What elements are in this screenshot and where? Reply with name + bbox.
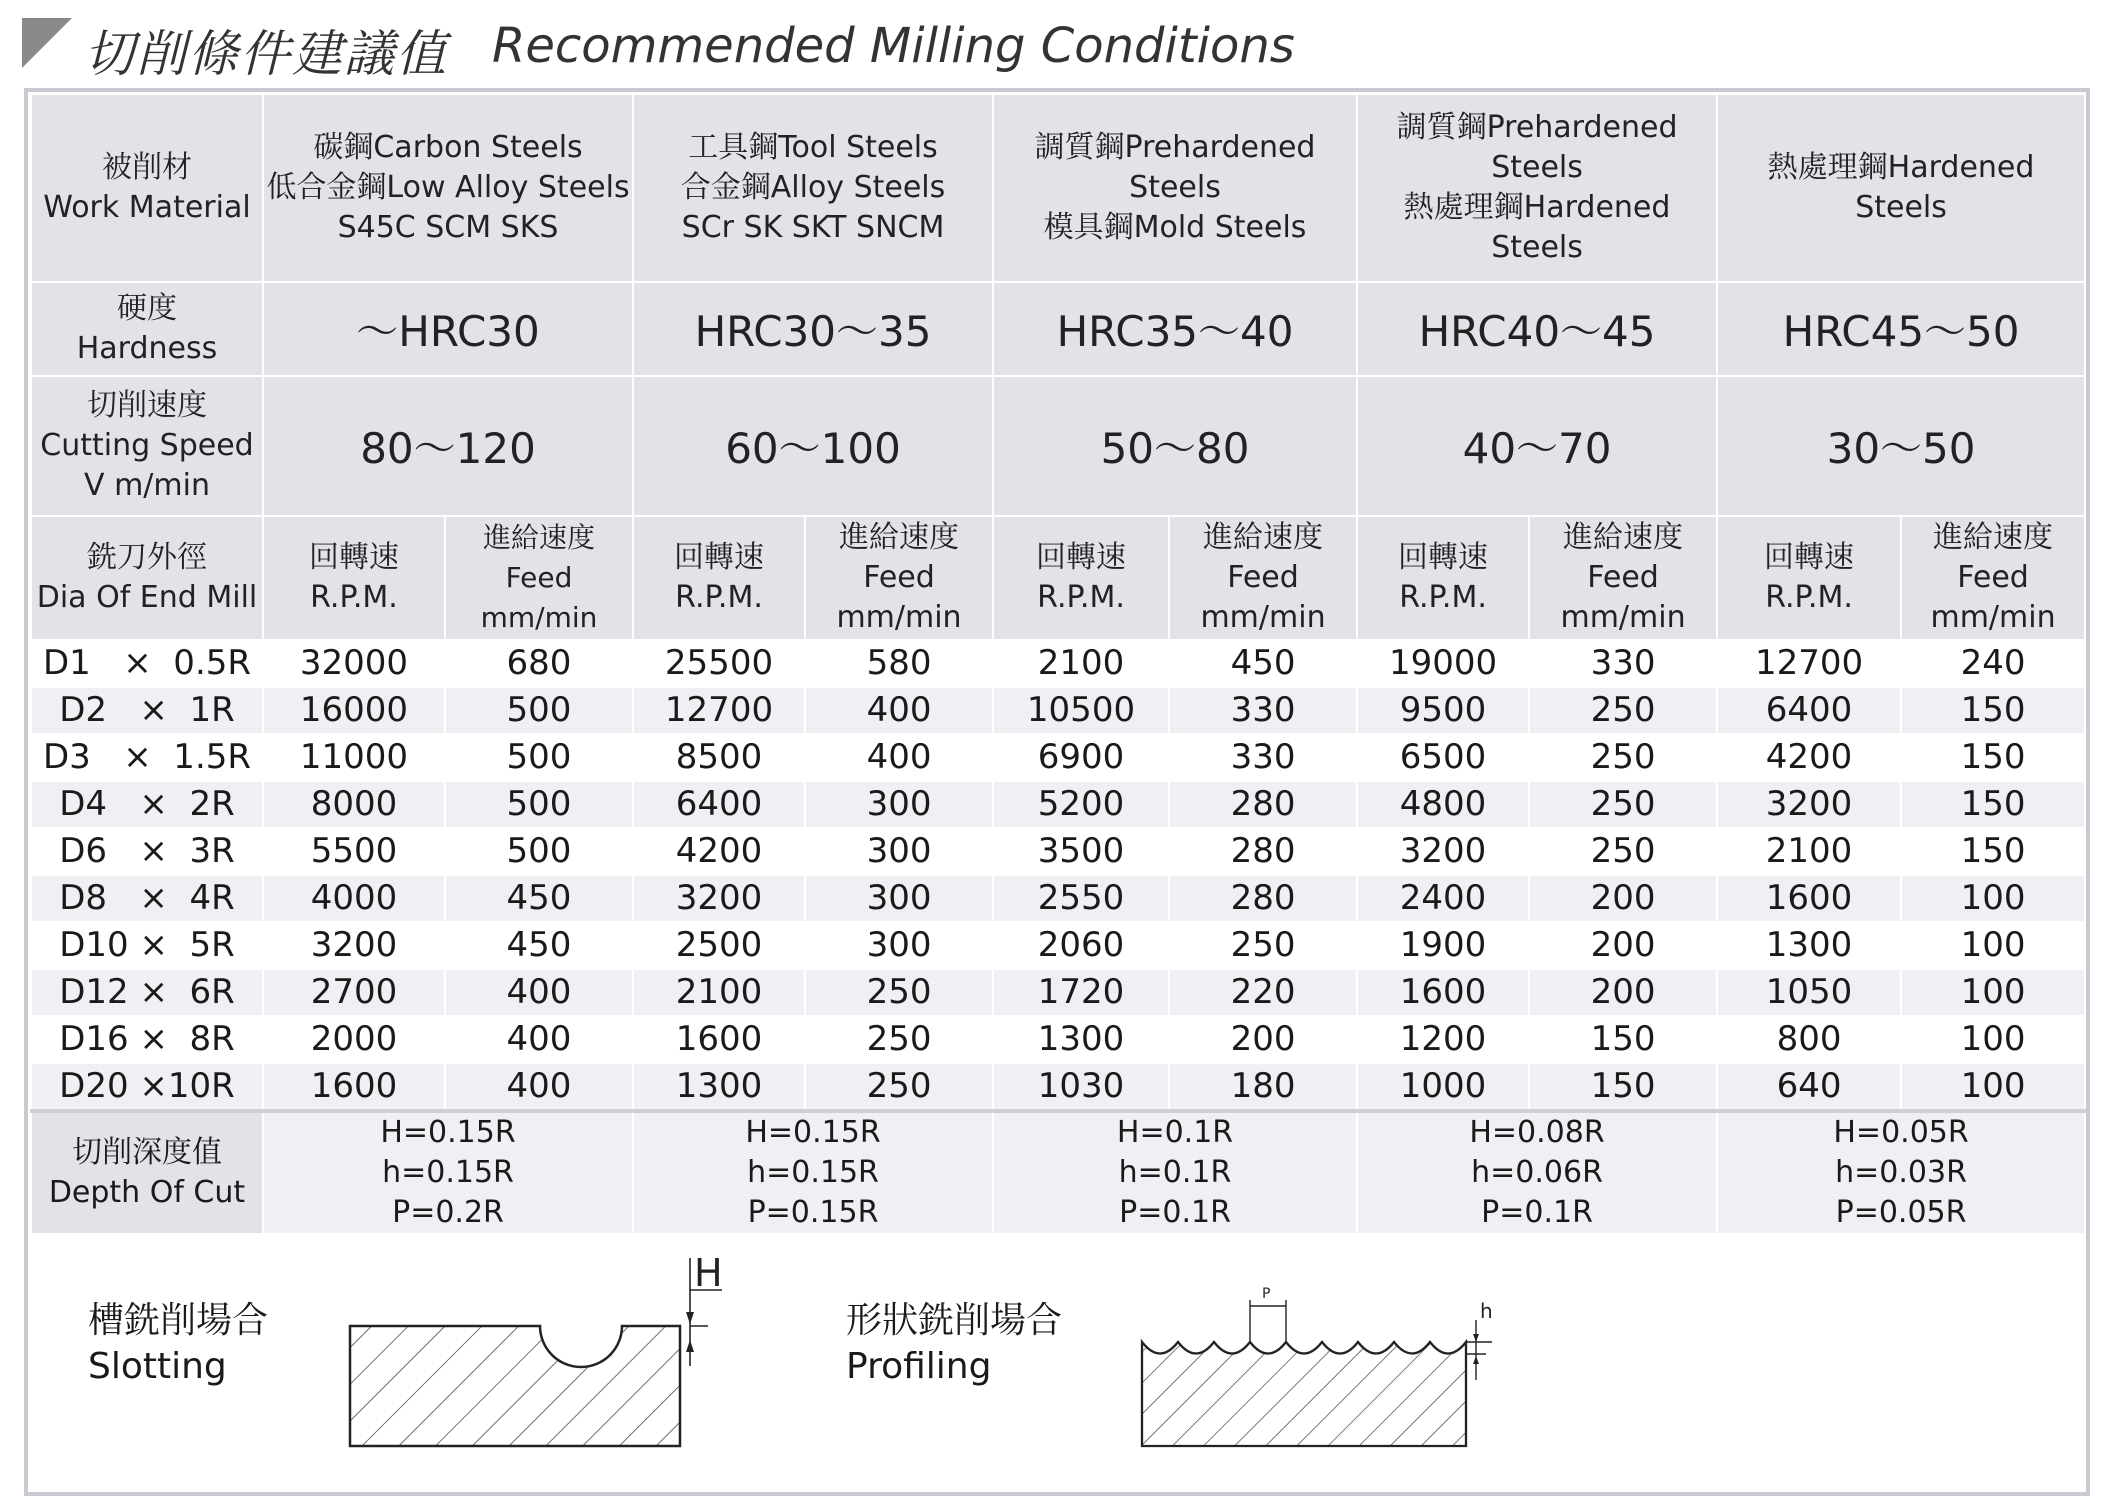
hardness-value: ～HRC30: [263, 282, 633, 376]
rpm-cell: 2100: [1717, 828, 1901, 875]
feed-cell: 150: [1529, 1016, 1717, 1063]
rpm-cell: 1900: [1357, 922, 1529, 969]
depth-label: [31, 1111, 263, 1234]
label-zh: 進給速度: [1933, 520, 2054, 555]
hardness-value: HRC35～40: [993, 282, 1357, 376]
feed-cell: 580: [805, 640, 993, 687]
label-unit: mm/min: [836, 600, 962, 635]
feed-cell: 450: [445, 875, 633, 922]
material-line: SCr SK SKT SNCM: [681, 210, 945, 245]
table-body: [31, 640, 2085, 1111]
label-zh: 回轉速: [309, 540, 399, 575]
feed-cell: 100: [1901, 875, 2085, 922]
label-en: Work Material: [43, 190, 251, 225]
rpm-cell: 6400: [633, 781, 805, 828]
depth-H: H=0.08R: [1469, 1115, 1605, 1150]
depth-value: [633, 1111, 993, 1234]
rpm-cell: 3200: [1357, 828, 1529, 875]
rpm-cell: 9500: [1357, 687, 1529, 734]
feed-cell: 250: [805, 1063, 993, 1111]
feed-header: [1901, 516, 2085, 640]
table-row: [31, 969, 2085, 1016]
cutting-speed-value: 30～50: [1717, 376, 2085, 516]
feed-cell: 330: [1529, 640, 1717, 687]
label-zh: 進給速度: [483, 521, 596, 554]
feed-cell: 300: [805, 781, 993, 828]
label-en: Profiling: [846, 1346, 992, 1387]
dia-cell: D2 × 1R: [31, 687, 263, 734]
label-zh: 回轉速: [1764, 540, 1855, 575]
material-line: 調質鋼Prehardened: [1034, 130, 1316, 165]
work-material-row: [31, 94, 2085, 282]
depth-P: P=0.2R: [392, 1195, 504, 1230]
feed-cell: 280: [1169, 781, 1357, 828]
cutting-speed-row: [31, 376, 2085, 516]
feed-cell: 150: [1901, 687, 2085, 734]
material-line: Steels: [1491, 150, 1583, 185]
feed-cell: 250: [1529, 734, 1717, 781]
feed-cell: 400: [445, 969, 633, 1016]
depth-h: h=0.06R: [1471, 1155, 1603, 1190]
rpm-cell: 3200: [263, 922, 445, 969]
rpm-cell: 2100: [633, 969, 805, 1016]
feed-cell: 500: [445, 828, 633, 875]
rpm-cell: 6400: [1717, 687, 1901, 734]
table-row: [31, 1016, 2085, 1063]
rpm-cell: 1050: [1717, 969, 1901, 1016]
rpm-cell: 12700: [1717, 640, 1901, 687]
table-row: [31, 687, 2085, 734]
rpm-cell: 2400: [1357, 875, 1529, 922]
profiling-h-mark: h: [1480, 1299, 1493, 1323]
depth-value: [1717, 1111, 2085, 1234]
rpm-cell: 8500: [633, 734, 805, 781]
feed-cell: 250: [805, 1016, 993, 1063]
depth-value: [1357, 1111, 1717, 1234]
feed-cell: 250: [1529, 828, 1717, 875]
label-en: R.P.M.: [1037, 580, 1125, 615]
depth-H: H=0.1R: [1116, 1115, 1234, 1150]
feed-cell: 500: [445, 781, 633, 828]
sub-header-row: [31, 516, 2085, 640]
rpm-cell: 10500: [993, 687, 1169, 734]
dia-cell: D3 × 1.5R: [31, 734, 263, 781]
material-line: 模具鋼Mold Steels: [1043, 210, 1307, 245]
cutting-speed-value: 40～70: [1357, 376, 1717, 516]
label-en: Feed: [1227, 560, 1299, 595]
feed-cell: 680: [445, 640, 633, 687]
table-row: [31, 1063, 2085, 1111]
slotting-H-mark: H: [694, 1251, 723, 1295]
rpm-cell: 32000: [263, 640, 445, 687]
feed-cell: 220: [1169, 969, 1357, 1016]
feed-cell: 500: [445, 734, 633, 781]
hardness-value: HRC40～45: [1357, 282, 1717, 376]
label-en: Depth Of Cut: [48, 1175, 246, 1210]
material-line: 熱處理鋼Hardened: [1403, 190, 1671, 225]
label-zh: 進給速度: [1203, 520, 1324, 555]
feed-cell: 250: [805, 969, 993, 1016]
label-zh: 回轉速: [1398, 540, 1489, 575]
cutting-speed-value: 80～120: [263, 376, 633, 516]
rpm-header: [1357, 516, 1529, 640]
label-en: R.P.M.: [1399, 580, 1487, 615]
material-tool-steels: [633, 94, 993, 282]
dia-cell: D12 × 6R: [31, 969, 263, 1016]
feed-cell: 500: [445, 687, 633, 734]
label-zh: 回轉速: [674, 540, 765, 575]
depth-of-cut-row: [31, 1111, 2085, 1234]
feed-cell: 400: [445, 1063, 633, 1111]
depth-P: P=0.15R: [747, 1195, 879, 1230]
label-unit: mm/min: [1930, 600, 2056, 635]
material-line: 合金鋼Alloy Steels: [680, 170, 946, 205]
rpm-cell: 5500: [263, 828, 445, 875]
hardness-value: HRC30～35: [633, 282, 993, 376]
depth-P: P=0.1R: [1119, 1195, 1231, 1230]
label-unit: mm/min: [1200, 600, 1326, 635]
profiling-label: [846, 1298, 1062, 1390]
dia-cell: D8 × 4R: [31, 875, 263, 922]
depth-value: [263, 1111, 633, 1234]
label-zh: 槽銑削場合: [88, 1300, 269, 1341]
material-carbon-steels: [263, 94, 633, 282]
title-chinese: 切削條件建議值: [84, 25, 448, 83]
feed-cell: 330: [1169, 687, 1357, 734]
material-line: 碳鋼Carbon Steels: [313, 130, 583, 165]
label-zh: 進給速度: [839, 520, 960, 555]
rpm-cell: 1600: [263, 1063, 445, 1111]
rpm-cell: 6900: [993, 734, 1169, 781]
table-row: [31, 640, 2085, 687]
label-en: R.P.M.: [310, 580, 398, 615]
material-line: 熱處理鋼Hardened Steels: [1767, 150, 2035, 225]
feed-cell: 400: [805, 734, 993, 781]
feed-cell: 200: [1529, 969, 1717, 1016]
depth-h: h=0.15R: [382, 1155, 514, 1190]
profiling-diagram: [1130, 1270, 1530, 1470]
dia-cell: D16 × 8R: [31, 1016, 263, 1063]
rpm-header: [1717, 516, 1901, 640]
label-en: Cutting Speed: [40, 428, 254, 463]
rpm-cell: 3200: [633, 875, 805, 922]
feed-cell: 150: [1901, 734, 2085, 781]
feed-cell: 450: [1169, 640, 1357, 687]
diagram-area: [30, 1240, 2084, 1490]
label-zh: 切削速度: [87, 388, 207, 423]
work-material-label: [31, 94, 263, 282]
rpm-cell: 1300: [1717, 922, 1901, 969]
rpm-cell: 2060: [993, 922, 1169, 969]
feed-header: [445, 516, 633, 640]
rpm-cell: 6500: [1357, 734, 1529, 781]
feed-cell: 300: [805, 828, 993, 875]
hardness-row: [31, 282, 2085, 376]
feed-cell: 200: [1529, 922, 1717, 969]
feed-cell: 250: [1529, 687, 1717, 734]
feed-cell: 100: [1901, 922, 2085, 969]
label-zh: 硬度: [117, 291, 177, 326]
depth-h: h=0.1R: [1118, 1155, 1232, 1190]
depth-h: h=0.15R: [747, 1155, 879, 1190]
feed-cell: 100: [1901, 1063, 2085, 1111]
rpm-cell: 1030: [993, 1063, 1169, 1111]
cutting-speed-label: [31, 376, 263, 516]
depth-H: H=0.15R: [745, 1115, 881, 1150]
material-line: Steels: [1491, 230, 1583, 265]
label-en: Feed: [863, 560, 935, 595]
dia-cell: D6 × 3R: [31, 828, 263, 875]
rpm-header: [263, 516, 445, 640]
feed-cell: 300: [805, 922, 993, 969]
feed-cell: 280: [1169, 828, 1357, 875]
rpm-cell: 19000: [1357, 640, 1529, 687]
rpm-cell: 4200: [1717, 734, 1901, 781]
dia-cell: D4 × 2R: [31, 781, 263, 828]
page-title: [22, 8, 1622, 83]
table-row: [31, 875, 2085, 922]
feed-cell: 450: [445, 922, 633, 969]
rpm-cell: 800: [1717, 1016, 1901, 1063]
rpm-header: [633, 516, 805, 640]
rpm-cell: 3500: [993, 828, 1169, 875]
rpm-cell: 1000: [1357, 1063, 1529, 1111]
rpm-cell: 1300: [993, 1016, 1169, 1063]
cutting-speed-value: 50～80: [993, 376, 1357, 516]
feed-cell: 300: [805, 875, 993, 922]
label-zh: 回轉速: [1036, 540, 1127, 575]
feed-cell: 280: [1169, 875, 1357, 922]
slotting-label: [88, 1298, 268, 1390]
title-triangle-icon: [22, 18, 72, 68]
rpm-cell: 5200: [993, 781, 1169, 828]
feed-cell: 150: [1529, 1063, 1717, 1111]
rpm-cell: 1600: [1357, 969, 1529, 1016]
table-row: [31, 922, 2085, 969]
feed-cell: 400: [445, 1016, 633, 1063]
rpm-cell: 1200: [1357, 1016, 1529, 1063]
label-en: Dia Of End Mill: [36, 580, 258, 615]
dia-cell: D20 ×10R: [31, 1063, 263, 1111]
feed-cell: 240: [1901, 640, 2085, 687]
rpm-cell: 3200: [1717, 781, 1901, 828]
feed-header: [1529, 516, 1717, 640]
rpm-cell: 16000: [263, 687, 445, 734]
hardness-label: [31, 282, 263, 376]
material-line: 調質鋼Prehardened: [1396, 110, 1678, 145]
rpm-cell: 2550: [993, 875, 1169, 922]
label-unit: mm/min: [1560, 600, 1686, 635]
material-hardened-steels: [1717, 94, 2085, 282]
rpm-cell: 640: [1717, 1063, 1901, 1111]
label-en: R.P.M.: [675, 580, 763, 615]
label-zh: 切削深度值: [72, 1135, 222, 1170]
label-unit: V m/min: [84, 468, 210, 503]
label-zh: 銑刀外徑: [87, 540, 207, 575]
rpm-cell: 1600: [1717, 875, 1901, 922]
feed-cell: 200: [1169, 1016, 1357, 1063]
feed-cell: 200: [1529, 875, 1717, 922]
dia-label: [31, 516, 263, 640]
rpm-cell: 11000: [263, 734, 445, 781]
rpm-cell: 2500: [633, 922, 805, 969]
label-en: Feed: [1957, 560, 2029, 595]
material-prehardened-hardened: [1357, 94, 1717, 282]
milling-conditions-table: [30, 93, 2086, 1235]
table-row: [31, 828, 2085, 875]
rpm-cell: 4200: [633, 828, 805, 875]
feed-cell: 150: [1901, 828, 2085, 875]
feed-cell: 330: [1169, 734, 1357, 781]
label-zh: 形狀銑削場合: [846, 1300, 1063, 1341]
dia-cell: D10 × 5R: [31, 922, 263, 969]
label-en: Feed mm/min: [480, 561, 598, 634]
dia-cell: D1 × 0.5R: [31, 640, 263, 687]
rpm-cell: 1300: [633, 1063, 805, 1111]
slotting-diagram: [310, 1240, 750, 1460]
rpm-cell: 2100: [993, 640, 1169, 687]
depth-h: h=0.03R: [1835, 1155, 1967, 1190]
label-zh: 進給速度: [1563, 520, 1684, 555]
rpm-cell: 12700: [633, 687, 805, 734]
label-en: R.P.M.: [1765, 580, 1853, 615]
depth-P: P=0.1R: [1481, 1195, 1593, 1230]
feed-cell: 180: [1169, 1063, 1357, 1111]
feed-cell: 100: [1901, 969, 2085, 1016]
material-line: 工具鋼Tool Steels: [688, 130, 938, 165]
label-en: Feed: [1587, 560, 1659, 595]
rpm-cell: 2000: [263, 1016, 445, 1063]
rpm-cell: 25500: [633, 640, 805, 687]
feed-cell: 150: [1901, 781, 2085, 828]
label-zh: 被削材: [102, 150, 192, 185]
title-english: Recommended Milling Conditions: [492, 18, 1295, 74]
rpm-cell: 2700: [263, 969, 445, 1016]
rpm-cell: 1600: [633, 1016, 805, 1063]
feed-cell: 250: [1529, 781, 1717, 828]
rpm-cell: 8000: [263, 781, 445, 828]
feed-header: [1169, 516, 1357, 640]
depth-value: [993, 1111, 1357, 1234]
feed-cell: 400: [805, 687, 993, 734]
hardness-value: HRC45～50: [1717, 282, 2085, 376]
label-en: Slotting: [88, 1346, 227, 1387]
rpm-cell: 4800: [1357, 781, 1529, 828]
material-prehardened-mold: [993, 94, 1357, 282]
cutting-speed-value: 60～100: [633, 376, 993, 516]
table-row: [31, 734, 2085, 781]
material-line: S45C SCM SKS: [337, 210, 559, 245]
material-line: 低合金鋼Low Alloy Steels: [266, 170, 630, 205]
material-line: Steels: [1129, 170, 1221, 205]
table-row: [31, 781, 2085, 828]
feed-cell: 100: [1901, 1016, 2085, 1063]
rpm-cell: 4000: [263, 875, 445, 922]
feed-cell: 250: [1169, 922, 1357, 969]
rpm-header: [993, 516, 1169, 640]
feed-header: [805, 516, 993, 640]
profiling-P-mark: P: [1262, 1286, 1271, 1302]
depth-H: H=0.15R: [380, 1115, 516, 1150]
label-en: Hardness: [76, 331, 218, 366]
rpm-cell: 1720: [993, 969, 1169, 1016]
depth-H: H=0.05R: [1833, 1115, 1969, 1150]
depth-P: P=0.05R: [1835, 1195, 1967, 1230]
